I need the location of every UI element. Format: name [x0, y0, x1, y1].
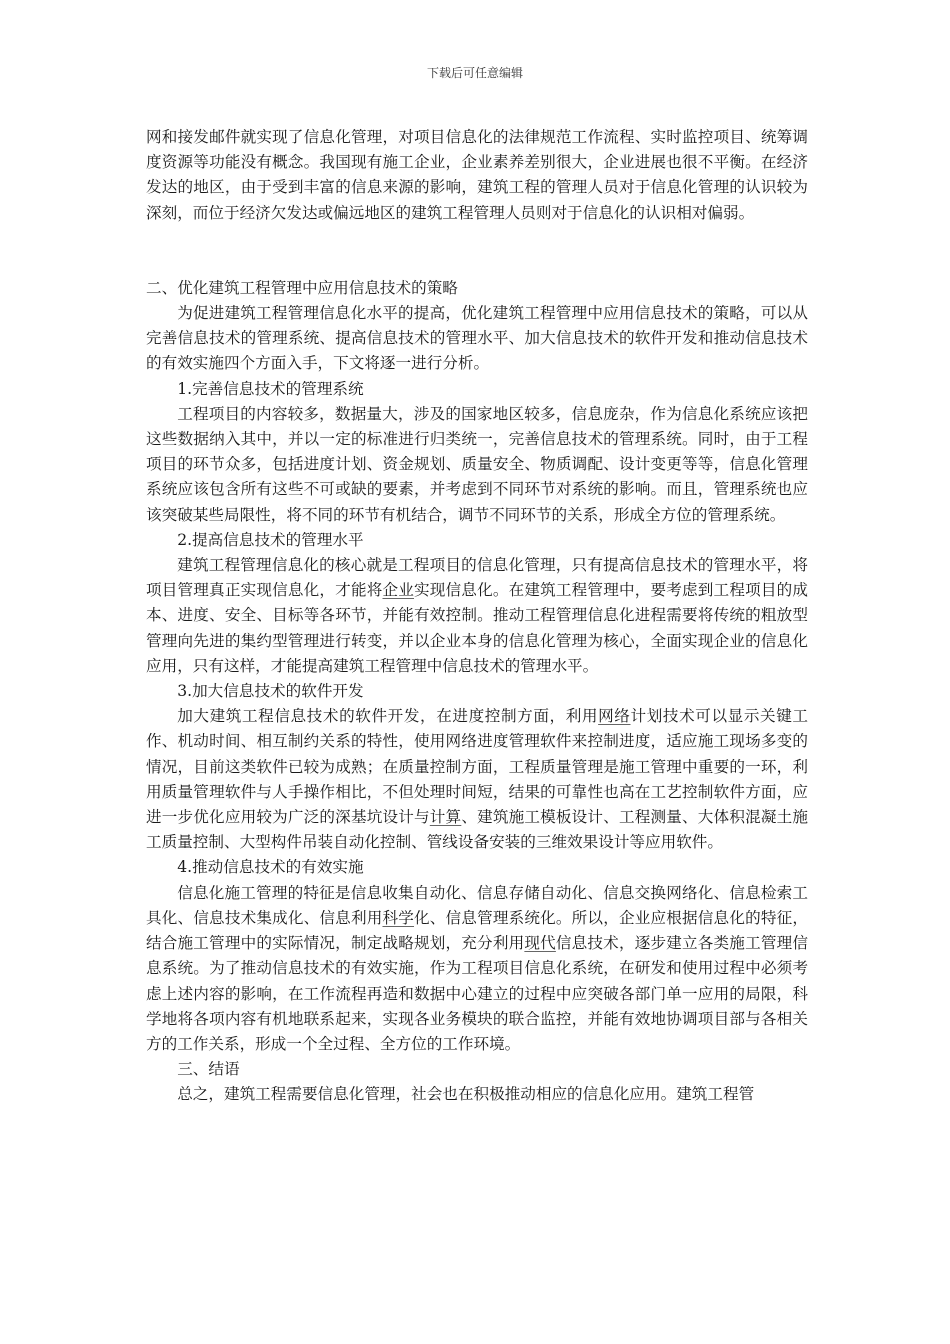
section-2-intro: 为促进建筑工程管理信息化水平的提高，优化建筑工程管理中应用信息技术的策略，可以从完善信息技术的管理系统、提高信息技术的管理水平、加大信息技术的软件开发和推动信息技术的有效实施四个方面入手，下文将逐一进行分析。: [146, 304, 808, 373]
paragraph-gap: [146, 226, 808, 276]
subsection-body-3: [146, 704, 808, 855]
body-text: 加大建筑工程信息技术的软件开发，在进度控制方面，利用: [177, 707, 599, 726]
body-text: 计划技术可以显示关键工作、机动时间、相互制约关系的特性，使用网络进度管理软件来控制进度，适应施工现场多变的情况，目前这类软件已较为成熟；在质量控制方面，工程质量管理是施工管理中重要的一环，利用质量管理软件与人手操作相比，不但处理时间短，结果的可靠性也高在工艺控制软件方面，应进一步优化应用较为广泛的深基坑设计与: [146, 707, 808, 827]
subsection-heading-4: 4.推动信息技术的有效实施: [177, 858, 364, 877]
subsection-heading-3: 3.加大信息技术的软件开发: [177, 682, 364, 701]
body-text: 信息技术，逐步建立各类施工管理信息系统。为了推动信息技术的有效实施，作为工程项目信息化系统，在研发和使用过程中必须考虑上述内容的影响，在工作流程再造和数据中心建立的过程中应突破各部门单一应用的局限，科学地将各项内容有机地联系起来，实现各业务模块的联合监控，并能有效地协调项目部与各相关方的工作关系，形成一个全过程、全方位的工作环境。: [146, 934, 808, 1053]
section-heading-2: 二、优化建筑工程管理中应用信息技术的策略: [146, 278, 458, 297]
conclusion-paragraph: 总之，建筑工程需要信息化管理，社会也在积极推动相应的信息化应用。建筑工程管: [177, 1085, 755, 1104]
body-text: 实现信息化。在建筑工程管理中，要考虑到工程项目的成本、进度、安全、目标等各环节，并能有效控制。推动工程管理信息化进程需要将传统的粗放型管理向先进的集约型管理进行转变，并以企业本身的信息化管理为核心，全面实现企业的信息化应用，只有这样，才能提高建筑工程管理中信息技术的管理水平。: [146, 581, 808, 675]
body-text: 建筑工程管理信息化的核心就是工程项目的信息化管理，只有提高信息技术的管理水平，将项目管理真正实现信息化，才能将: [146, 556, 808, 600]
link-calculation[interactable]: 计算: [429, 808, 462, 827]
link-network[interactable]: 网络: [598, 707, 631, 726]
subsection-heading-1: 1.完善信息技术的管理系统: [177, 379, 364, 398]
section-heading-3: 三、结语: [177, 1060, 240, 1079]
page-header: 下载后可任意编辑: [426, 66, 523, 80]
link-science[interactable]: 科学: [382, 908, 415, 927]
subsection-body-2: [146, 553, 808, 679]
body-text: 、建筑施工模板设计、工程测量、大体积混凝土施工质量控制、大型构件吊装自动化控制、管线设备安装的三维效果设计等应用软件。: [146, 808, 808, 852]
subsection-heading-2: 2.提高信息技术的管理水平: [177, 530, 364, 549]
link-modern[interactable]: 现代: [524, 934, 556, 953]
subsection-body-1: 工程项目的内容较多，数据量大，涉及的国家地区较多，信息庞杂，作为信息化系统应该把这些数据纳入其中，并以一定的标准进行归类统一，完善信息技术的管理系统。同时，由于工程项目的环节众多，包括进度计划、资金规划、质量安全、物质调配、设计变更等等，信息化管理系统应该包含所有这些不可或缺的要素，并考虑到不同环节对系统的影响。而且，管理系统也应该突破某些局限性，将不同的环节有机结合，调节不同环节的关系，形成全方位的管理系统。: [146, 404, 808, 524]
link-enterprise[interactable]: 企业: [382, 581, 415, 600]
continuation-paragraph: 网和接发邮件就实现了信息化管理，对项目信息化的法律规范工作流程、实时监控项目、统筹调度资源等功能没有概念。我国现有施工企业，企业素养差别很大，企业进展也很不平衡。在经济发达的地区，由于受到丰富的信息来源的影响，建筑工程的管理人员对于信息化管理的认识较为深刻，而位于经济欠发达或偏远地区的建筑工程管理人员则对于信息化的认识相对偏弱。: [146, 128, 808, 222]
document-body: [146, 125, 808, 1108]
subsection-body-4: [146, 881, 808, 1057]
body-text: 化、信息管理系统化。所以，企业应根据信息化的特征，结合施工管理中的实际情况，制定战略规划，充分利用: [146, 908, 808, 953]
body-text: 信息化施工管理的特征是信息收集自动化、信息存储自动化、信息交换网络化、信息检索工具化、信息技术集成化、信息利用: [146, 883, 808, 927]
